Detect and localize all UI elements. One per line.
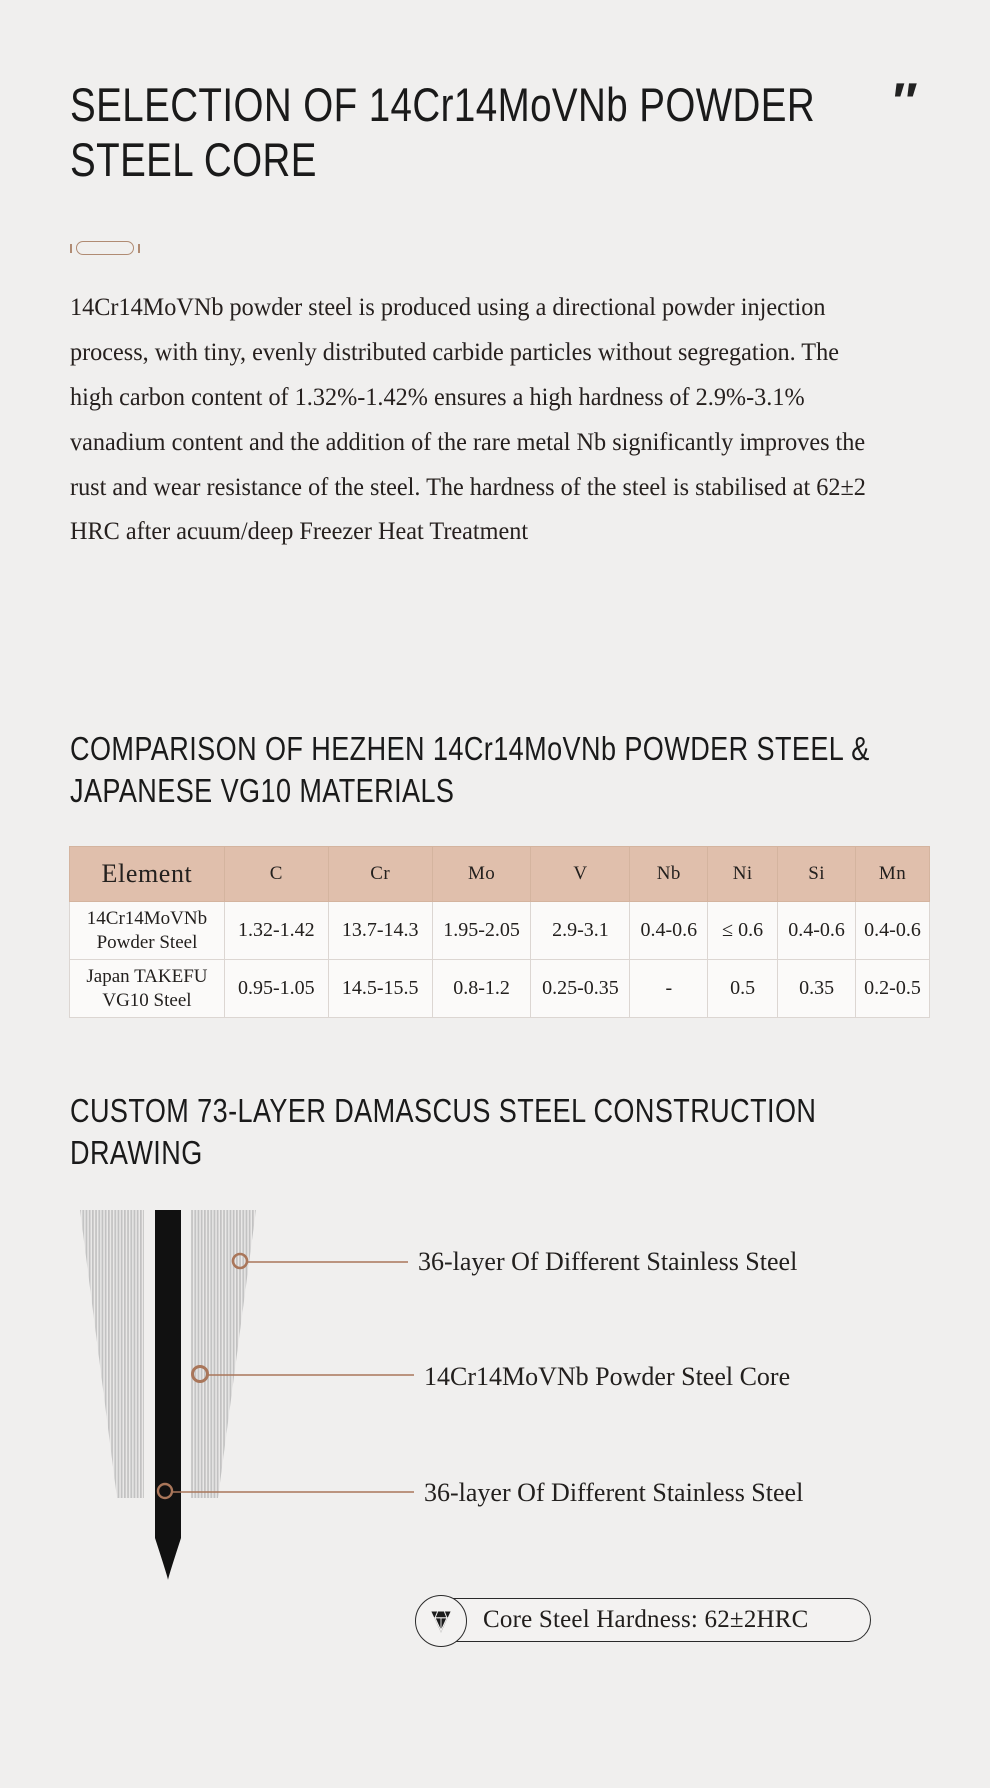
row-label-line-2: VG10 Steel xyxy=(102,989,192,1011)
divider-tick-left xyxy=(70,244,72,253)
cell-mo: 0.8-1.2 xyxy=(432,960,531,1018)
cell-cr: 14.5-15.5 xyxy=(328,960,432,1018)
diamond-icon-glyph xyxy=(426,1607,456,1635)
cell-v: 2.9-3.1 xyxy=(531,902,630,960)
cell-cr: 13.7-14.3 xyxy=(328,902,432,960)
cell-ni: 0.5 xyxy=(708,960,778,1018)
cell-mo: 1.95-2.05 xyxy=(432,902,531,960)
table-body xyxy=(70,902,930,1018)
cell-mn: 0.2-0.5 xyxy=(856,960,930,1018)
column-header-element: Element xyxy=(70,847,225,902)
cell-ni: ≤ 0.6 xyxy=(708,902,778,960)
damascus-section-heading: CUSTOM 73-LAYER DAMASCUS STEEL CONSTRUCTION DRAWING xyxy=(70,1092,817,1172)
page-title: SELECTION OF 14Cr14MoVNb POWDER STEEL CORE xyxy=(70,78,816,186)
column-header-si: Si xyxy=(778,847,856,902)
cell-si: 0.4-0.6 xyxy=(778,902,856,960)
comparison-table xyxy=(69,846,930,1018)
cell-c: 0.95-1.05 xyxy=(224,960,328,1018)
column-header-ni: Ni xyxy=(708,847,778,902)
intro-paragraph: 14Cr14MoVNb powder steel is produced using a directional powder injection process, with tiny, evenly distributed carbide particles without segregation. The high carbon content of 1.32%-1.42% ensures a high hardness of 2.9%-3.1% vanadium content and the addition of the rare metal Nb significantly improves the rust and wear resistance of the steel. The hardness of the steel is stabilised at 62±2 HRC after acuum/deep Freezer Heat Treatment xyxy=(70,292,866,546)
left-layer-stack xyxy=(60,1208,320,1608)
powder-steel-core xyxy=(155,1210,181,1580)
table-header-row xyxy=(70,847,930,902)
diamond-icon xyxy=(415,1595,467,1647)
row-label-line-1: Japan TAKEFU xyxy=(86,966,208,988)
column-header-c: C xyxy=(224,847,328,902)
cell-c: 1.32-1.42 xyxy=(224,902,328,960)
cell-nb: 0.4-0.6 xyxy=(630,902,708,960)
callout-label-bottom-layers: 36-layer Of Different Stainless Steel xyxy=(424,1478,804,1507)
row-label-powder-steel xyxy=(70,902,225,960)
table-row xyxy=(70,902,930,960)
knife-cross-section-diagram xyxy=(60,1208,320,1608)
divider-ornament xyxy=(70,240,140,256)
divider-tick-right xyxy=(138,244,140,253)
row-label-vg10 xyxy=(70,960,225,1018)
column-header-mn: Mn xyxy=(856,847,930,902)
row-label-line-2: Powder Steel xyxy=(96,931,198,953)
column-header-nb: Nb xyxy=(630,847,708,902)
column-header-mo: Mo xyxy=(432,847,531,902)
column-header-v: V xyxy=(531,847,630,902)
comparison-section-heading: COMPARISON OF HEZHEN 14Cr14MoVNb POWDER STEEL & JAPANESE VG10 MATERIALS xyxy=(70,730,870,810)
table-head xyxy=(70,847,930,902)
quote-mark-decoration: ″ xyxy=(890,73,915,131)
hardness-badge xyxy=(416,1598,871,1642)
cell-v: 0.25-0.35 xyxy=(531,960,630,1018)
table-row xyxy=(70,960,930,1018)
callout-label-top-layers: 36-layer Of Different Stainless Steel xyxy=(418,1247,798,1276)
row-label-line-1: 14Cr14MoVNb xyxy=(86,908,208,930)
callout-label-core: 14Cr14MoVNb Powder Steel Core xyxy=(424,1362,791,1391)
hardness-badge-text: Core Steel Hardness: 62±2HRC xyxy=(483,1606,809,1633)
cell-mn: 0.4-0.6 xyxy=(856,902,930,960)
column-header-cr: Cr xyxy=(328,847,432,902)
cell-si: 0.35 xyxy=(778,960,856,1018)
divider-pill xyxy=(76,241,134,255)
cell-nb: - xyxy=(630,960,708,1018)
